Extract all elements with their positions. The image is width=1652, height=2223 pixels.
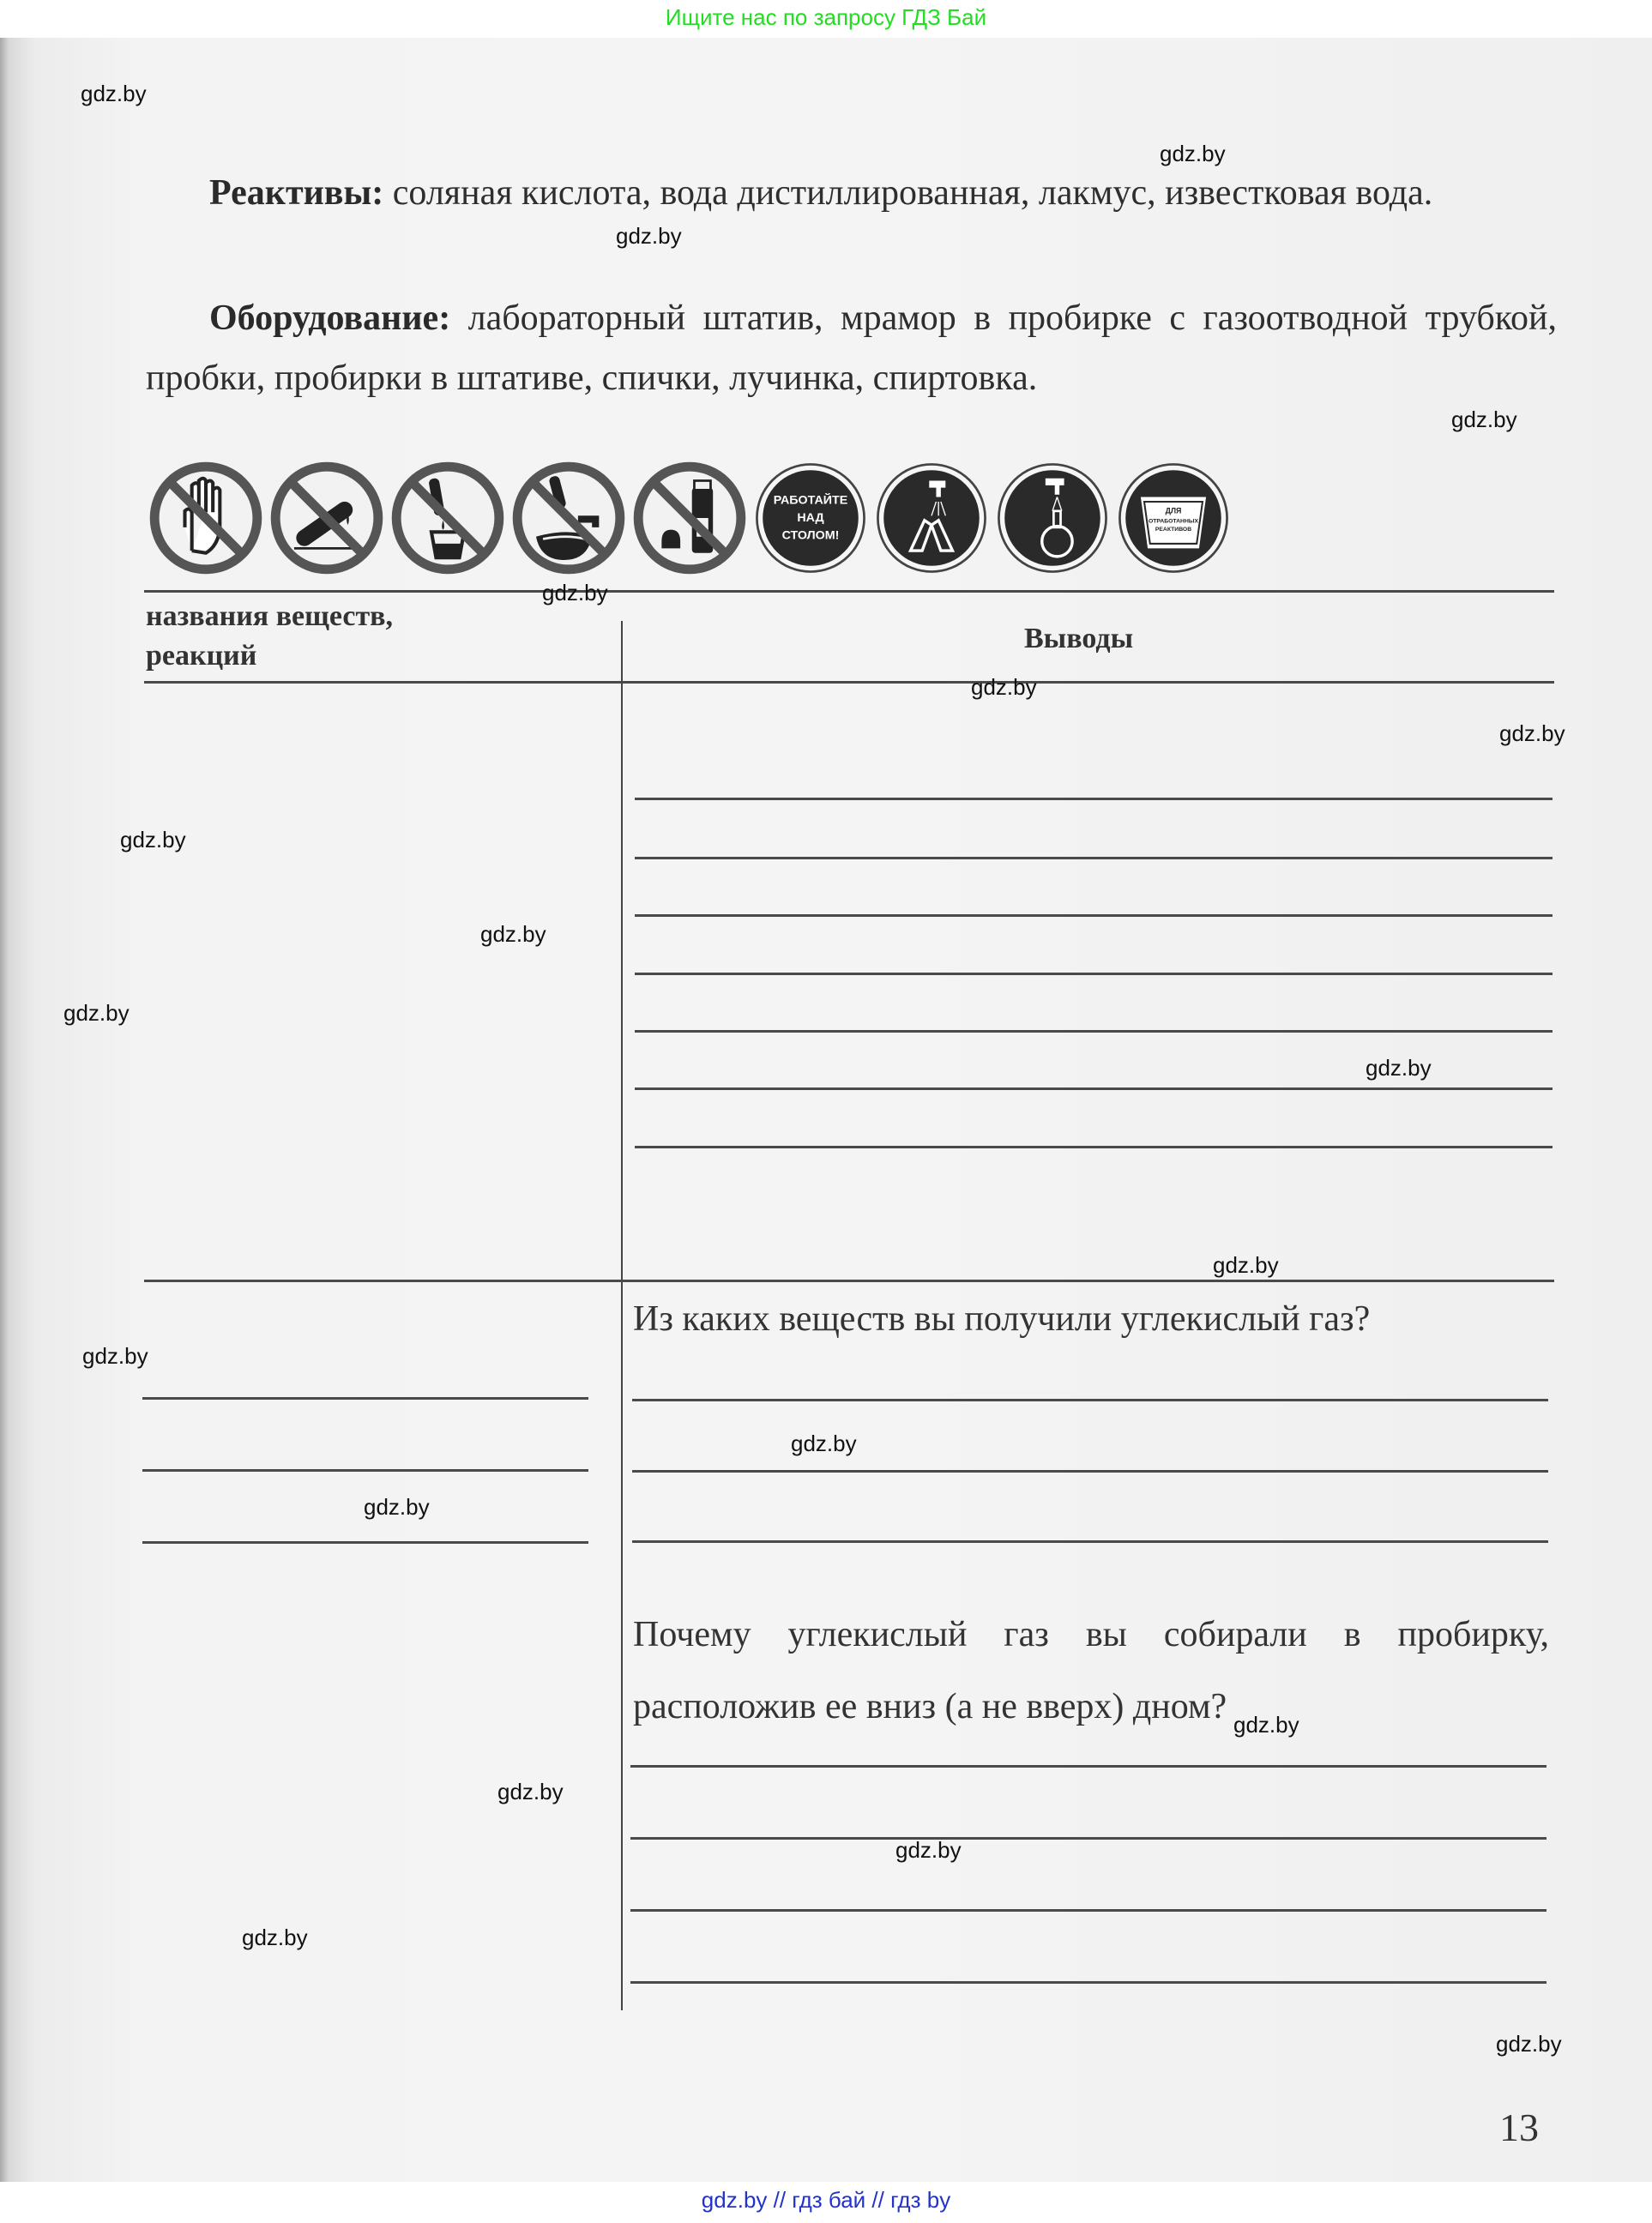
watermark: gdz.by xyxy=(1213,1252,1279,1278)
work-over-table-sign-icon xyxy=(752,460,869,576)
answer-line[interactable] xyxy=(635,914,1553,917)
answer-line[interactable] xyxy=(635,1030,1553,1033)
svg-text:ОТРАБОТАННЫХ: ОТРАБОТАННЫХ xyxy=(1148,518,1199,525)
no-touching-sign-icon xyxy=(148,460,264,576)
watermark: gdz.by xyxy=(1233,1712,1299,1738)
watermark: gdz.by xyxy=(1366,1055,1432,1081)
watermark: gdz.by xyxy=(497,1779,564,1804)
bottom-banner-text: gdz.by // гдз бай // гдз by xyxy=(701,2187,951,2213)
waste-reagents-container-sign-icon xyxy=(1115,460,1232,576)
reagents-label: Реактивы: xyxy=(209,173,384,213)
watermark: gdz.by xyxy=(1451,407,1517,432)
watermark: gdz.by xyxy=(82,1343,148,1369)
no-food-sign-icon xyxy=(631,460,748,576)
left-answer-line[interactable] xyxy=(142,1541,588,1544)
answer-line[interactable] xyxy=(632,1470,1548,1473)
svg-text:НАД: НАД xyxy=(797,511,824,526)
watermark: gdz.by xyxy=(971,674,1037,700)
column-header-substances-line2: реакций xyxy=(146,640,257,672)
watermark: gdz.by xyxy=(791,1431,857,1456)
svg-text:СТОЛОМ!: СТОЛОМ! xyxy=(781,528,840,543)
watermark: gdz.by xyxy=(120,827,186,852)
svg-text:РАБОТАЙТЕ: РАБОТАЙТЕ xyxy=(773,493,848,508)
left-answer-line[interactable] xyxy=(142,1397,588,1400)
svg-text:ДЛЯ: ДЛЯ xyxy=(1165,506,1182,515)
table-header-bottom-rule xyxy=(144,681,1554,684)
answer-line[interactable] xyxy=(635,1146,1553,1148)
section-rule xyxy=(144,1280,1554,1282)
answer-line[interactable] xyxy=(635,857,1553,859)
left-answer-line[interactable] xyxy=(142,1469,588,1472)
wash-hands-sign-icon xyxy=(873,460,990,576)
top-banner xyxy=(0,0,1652,38)
answer-line[interactable] xyxy=(635,798,1553,800)
rinse-glassware-sign-icon xyxy=(994,460,1111,576)
watermark: gdz.by xyxy=(895,1837,962,1863)
equipment-text: лабораторный штатив, мрамор в пробирке с газоотводной трубкой, пробки, пробирки в штативе, спички, лучинка, спиртовка. xyxy=(146,298,1557,398)
workbook-page xyxy=(0,38,1652,2182)
table-top-rule xyxy=(144,590,1554,593)
answer-line[interactable] xyxy=(630,1981,1546,1984)
column-header-substances-line1: названия веществ, xyxy=(146,600,394,632)
question-2: Почему углекислый газ вы собирали в пробирку, расположив ее вниз (а не вверх) дном? xyxy=(633,1615,1549,1726)
watermark: gdz.by xyxy=(1499,720,1565,746)
watermark: gdz.by xyxy=(480,921,546,947)
safety-signs-row xyxy=(148,460,1232,580)
watermark: gdz.by xyxy=(1496,2031,1562,2057)
bottom-banner xyxy=(0,2182,1652,2223)
column-header-substances xyxy=(146,597,393,676)
answer-line[interactable] xyxy=(632,1399,1548,1401)
equipment-paragraph xyxy=(146,288,1557,408)
watermark: gdz.by xyxy=(364,1494,430,1520)
answer-line[interactable] xyxy=(635,1087,1553,1090)
equipment-label: Оборудование: xyxy=(209,298,451,338)
answer-line[interactable] xyxy=(632,1540,1548,1543)
no-tasting-sign-icon xyxy=(268,460,385,576)
column-divider xyxy=(621,621,623,2010)
watermark: gdz.by xyxy=(242,1925,308,1950)
question-1: Из каких веществ вы получили углекислый газ? xyxy=(633,1299,1371,1339)
no-drinking-sign-icon xyxy=(389,460,506,576)
top-banner-text: Ищите нас по запросу ГДЗ Бай xyxy=(665,4,987,30)
watermark: gdz.by xyxy=(63,1000,130,1026)
answer-line[interactable] xyxy=(630,1909,1546,1912)
watermark: gdz.by xyxy=(616,223,682,249)
reagents-paragraph xyxy=(146,163,1557,223)
answer-line[interactable] xyxy=(635,973,1553,975)
watermark: gdz.by xyxy=(542,580,608,605)
page-number: 13 xyxy=(1499,2106,1539,2149)
no-pouring-into-sink-sign-icon xyxy=(510,460,627,576)
answer-line[interactable] xyxy=(630,1837,1546,1840)
reagents-text: соляная кислота, вода дистиллированная, лакмус, известковая вода. xyxy=(383,173,1433,213)
column-header-conclusions: Выводы xyxy=(1024,623,1134,654)
svg-text:РЕАКТИВОВ: РЕАКТИВОВ xyxy=(1155,526,1192,533)
watermark: gdz.by xyxy=(81,81,147,106)
watermark: gdz.by xyxy=(1160,141,1226,166)
answer-line[interactable] xyxy=(630,1765,1546,1768)
